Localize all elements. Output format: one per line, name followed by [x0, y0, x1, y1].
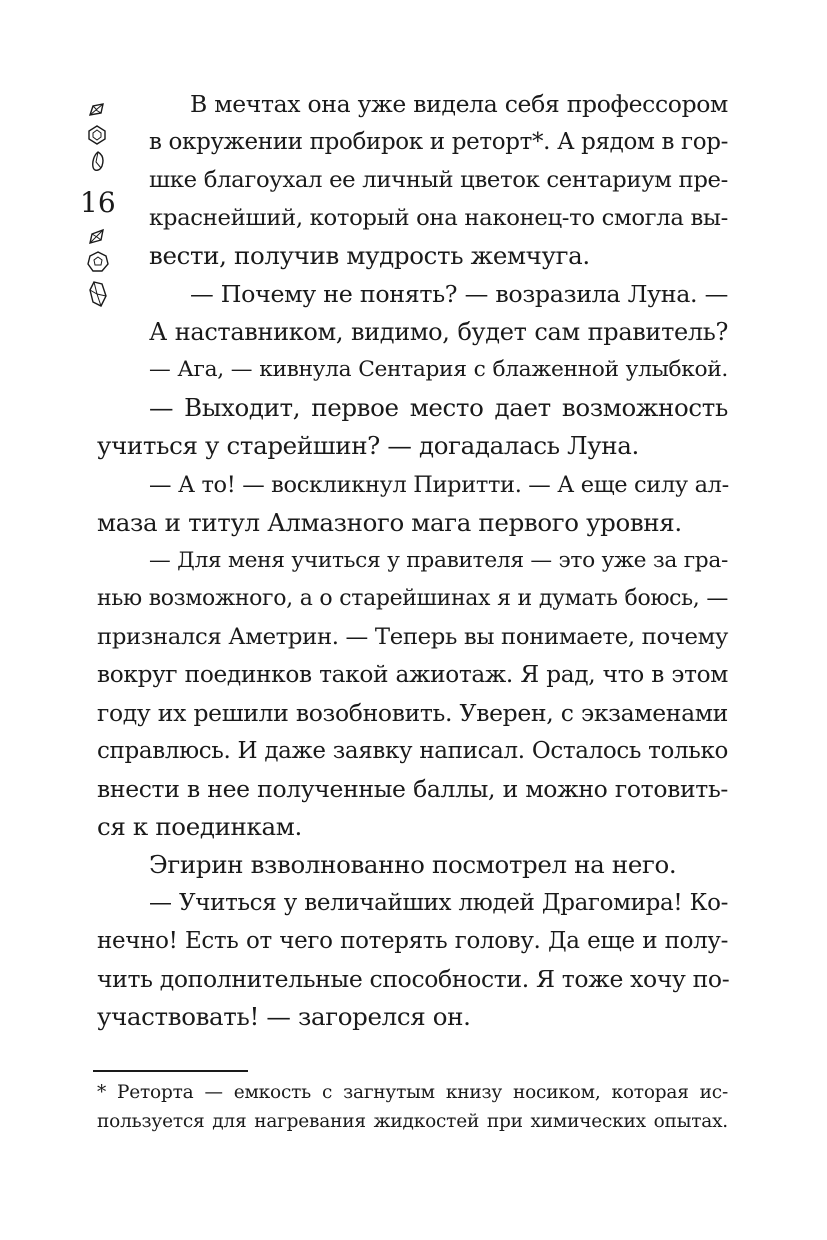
- paragraph-line: — Выходит, первое место дает возможность: [149, 393, 728, 422]
- page-number: 16: [80, 186, 116, 219]
- paragraph-line: — Ага, — кивнула Сентария с блаженной улыбкой.: [149, 357, 728, 382]
- round-gem-icon: [86, 124, 108, 146]
- paragraph-line: справлюсь. И даже заявку написал. Осталось только: [97, 738, 728, 764]
- paragraph-line: признался Аметрин. — Теперь вы понимаете, почему: [97, 624, 728, 650]
- leaf-gem-icon: [88, 228, 106, 246]
- paragraph-line: участвовать! — загорелся он.: [97, 1002, 471, 1031]
- paragraph-line: ся к поединкам.: [97, 812, 302, 841]
- paragraph-line: А наставником, видимо, будет сам правитель?: [149, 318, 728, 346]
- footnote-line: пользуется для нагревания жидкостей при химических опытах.: [97, 1111, 728, 1132]
- paragraph-line: нью возможного, а о старейшинах я и думать боюсь, —: [97, 586, 728, 611]
- paragraph-line: — Для меня учиться у правителя — это уже за гра-: [149, 548, 728, 573]
- paragraph-line: году их решили возобновить. Уверен, с экзаменами: [97, 699, 728, 727]
- long-gem-icon: [88, 280, 108, 308]
- paragraph-line: маза и титул Алмазного мага первого уровня.: [97, 508, 682, 537]
- footnote-line: * Реторта — емкость с загнутым книзу носиком, которая ис-: [97, 1082, 728, 1103]
- paragraph-line: в окружении пробирок и реторт*. А рядом в гор-: [149, 129, 728, 155]
- paragraph-line: чить дополнительные способности. Я тоже хочу по-: [97, 965, 730, 993]
- leaf-gem-icon: [88, 102, 106, 118]
- paragraph-line: шке благоухал ее личный цветок сентариум пре-: [149, 167, 728, 193]
- paragraph-line: учиться у старейшин? — догадалась Луна.: [97, 431, 639, 460]
- oval-gem-icon: [90, 150, 106, 174]
- paragraph-line: вокруг поединков такой ажиотаж. Я рад, что в этом: [97, 661, 728, 688]
- paragraph-line: — А то! — воскликнул Пиритти. — А еще силу ал-: [149, 472, 729, 498]
- paragraph-line: нечно! Есть от чего потерять голову. Да еще и полу-: [97, 928, 728, 954]
- paragraph-line: внести в нее полученные баллы, и можно готовить-: [97, 775, 728, 803]
- paragraph-line: — Почему не понять? — возразила Луна. —: [190, 280, 728, 308]
- paragraph-line: Эгирин взволнованно посмотрел на него.: [149, 850, 677, 879]
- round-gem-icon: [86, 250, 110, 274]
- paragraph-line: вести, получив мудрость жемчуга.: [149, 241, 590, 270]
- footnote-divider: [93, 1070, 248, 1072]
- paragraph-line: В мечтах она уже видела себя профессором: [190, 90, 728, 118]
- paragraph-line: — Учиться у величайших людей Драгомира! Ко-: [149, 890, 728, 916]
- paragraph-line: краснейший, который она наконец-то смогла вы-: [149, 205, 728, 231]
